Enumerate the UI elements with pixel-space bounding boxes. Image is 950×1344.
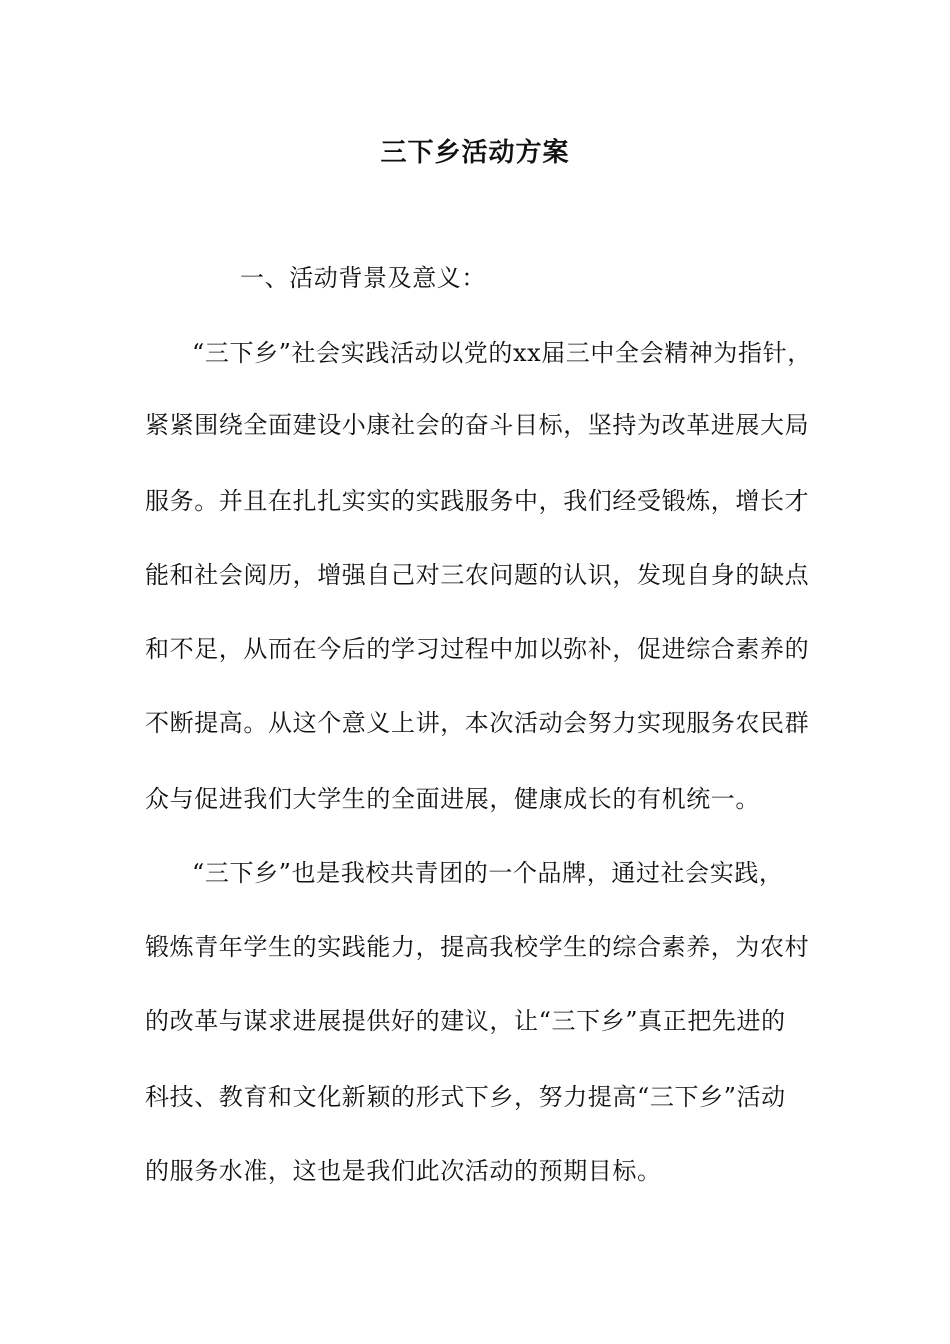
- paragraph1-line-3: 服务。并且在扎扎实实的实践服务中，我们经受锻炼，增长才: [145, 487, 810, 515]
- paragraph2-line-1: “三下乡”也是我校共青团的一个品牌，通过社会实践，: [192, 859, 784, 887]
- paragraph1-line-1: “三下乡”社会实践活动以党的xx届三中全会精神为指针，: [192, 339, 812, 367]
- paragraph2-line-2: 锻炼青年学生的实践能力，提高我校学生的综合素养，为农村: [145, 933, 810, 961]
- paragraph2-line-5: 的服务水准，这也是我们此次活动的预期目标。: [145, 1157, 662, 1185]
- paragraph2-line-3: 的改革与谋求进展提供好的建议，让“三下乡”真正把先进的: [145, 1007, 786, 1035]
- paragraph1-line-5: 和不足，从而在今后的学习过程中加以弥补，促进综合素养的: [145, 635, 810, 663]
- document-title: 三下乡活动方案: [380, 138, 570, 168]
- paragraph1-line-4: 能和社会阅历，增强自己对三农问题的认识，发现自身的缺点: [145, 561, 810, 589]
- paragraph1-line-6: 不断提高。从这个意义上讲，本次活动会努力实现服务农民群: [145, 709, 810, 737]
- paragraph1-line-7: 众与促进我们大学生的全面进展，健康成长的有机统一。: [145, 785, 760, 813]
- section-heading: 一、活动背景及意义：: [240, 264, 486, 292]
- paragraph1-line-2: 紧紧围绕全面建设小康社会的奋斗目标，坚持为改革进展大局: [145, 411, 810, 439]
- paragraph2-line-4: 科技、教育和文化新颖的形式下乡，努力提高“三下乡”活动: [145, 1083, 786, 1111]
